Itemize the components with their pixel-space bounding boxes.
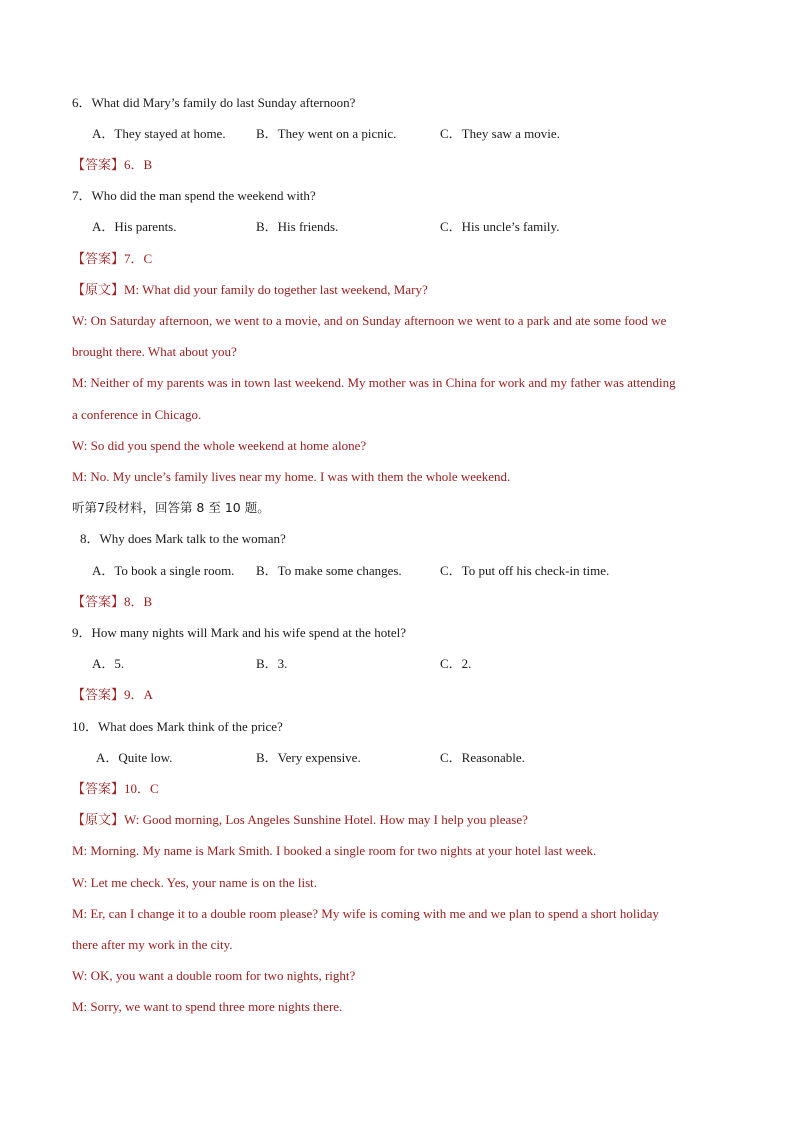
transcript-1-line: a conference in Chicago. bbox=[72, 407, 202, 422]
transcript-1-line: W: So did you spend the whole weekend at home alone? bbox=[72, 438, 367, 453]
transcript-1-line: brought there. What about you? bbox=[72, 344, 237, 359]
question-8-option-c: C．To put off his check-in time. bbox=[440, 563, 610, 578]
question-10-stem: 10．What does Mark think of the price? bbox=[72, 719, 283, 734]
question-7-option-b: B．His friends. bbox=[256, 219, 339, 234]
transcript-2-line: there after my work in the city. bbox=[72, 937, 233, 952]
transcript-1-line: M: Neither of my parents was in town last weekend. My mother was in China for work and my father was attending bbox=[72, 375, 676, 390]
question-10-option-c: C．Reasonable. bbox=[440, 750, 525, 765]
section-heading: 听第7段材料，回答第 8 至 10 题。 bbox=[72, 500, 270, 515]
transcript-1-line: M: No. My uncle’s family lives near my home. I was with them the whole weekend. bbox=[72, 469, 511, 484]
transcript-2-line: 【原文】W: Good morning, Los Angeles Sunshine Hotel. How may I help you please? bbox=[72, 812, 528, 827]
transcript-2-line: M: Morning. My name is Mark Smith. I booked a single room for two nights at your hotel last week. bbox=[72, 843, 597, 858]
question-7-answer: 【答案】7．C bbox=[72, 251, 153, 266]
question-6-answer: 【答案】6．B bbox=[72, 157, 153, 172]
question-9-option-a: A．5. bbox=[92, 656, 125, 671]
transcript-1-line: 【原文】M: What did your family do together last weekend, Mary? bbox=[72, 282, 428, 297]
question-8-option-b: B．To make some changes. bbox=[256, 563, 402, 578]
question-9-option-b: B．3. bbox=[256, 656, 288, 671]
question-8-answer: 【答案】8．B bbox=[72, 594, 153, 609]
question-10-option-a: A．Quite low. bbox=[96, 750, 173, 765]
question-10-answer: 【答案】10．C bbox=[72, 781, 159, 796]
question-7-option-a: A．His parents. bbox=[92, 219, 177, 234]
transcript-1-line: W: On Saturday afternoon, we went to a movie, and on Sunday afternoon we went to a park and ate some food we bbox=[72, 313, 667, 328]
transcript-2-line: W: Let me check. Yes, your name is on the list. bbox=[72, 875, 318, 890]
question-9-answer: 【答案】9．A bbox=[72, 687, 153, 702]
transcript-2-line: M: Er, can I change it to a double room please? My wife is coming with me and we plan to spend a short holiday bbox=[72, 906, 659, 921]
question-6-option-c: C．They saw a movie. bbox=[440, 126, 560, 141]
question-6-option-a: A．They stayed at home. bbox=[92, 126, 226, 141]
question-10-option-b: B．Very expensive. bbox=[256, 750, 361, 765]
question-6-option-b: B．They went on a picnic. bbox=[256, 126, 397, 141]
question-7-stem: 7．Who did the man spend the weekend with? bbox=[72, 188, 316, 203]
question-8-option-a: A．To book a single room. bbox=[92, 563, 235, 578]
question-6-stem: 6．What did Mary’s family do last Sunday afternoon? bbox=[72, 95, 356, 110]
transcript-2-line: W: OK, you want a double room for two nights, right? bbox=[72, 968, 356, 983]
question-7-option-c: C．His uncle’s family. bbox=[440, 219, 560, 234]
transcript-2-line: M: Sorry, we want to spend three more nights there. bbox=[72, 999, 343, 1014]
question-9-option-c: C．2. bbox=[440, 656, 472, 671]
question-8-stem: 8．Why does Mark talk to the woman? bbox=[80, 531, 286, 546]
question-9-stem: 9．How many nights will Mark and his wife spend at the hotel? bbox=[72, 625, 406, 640]
